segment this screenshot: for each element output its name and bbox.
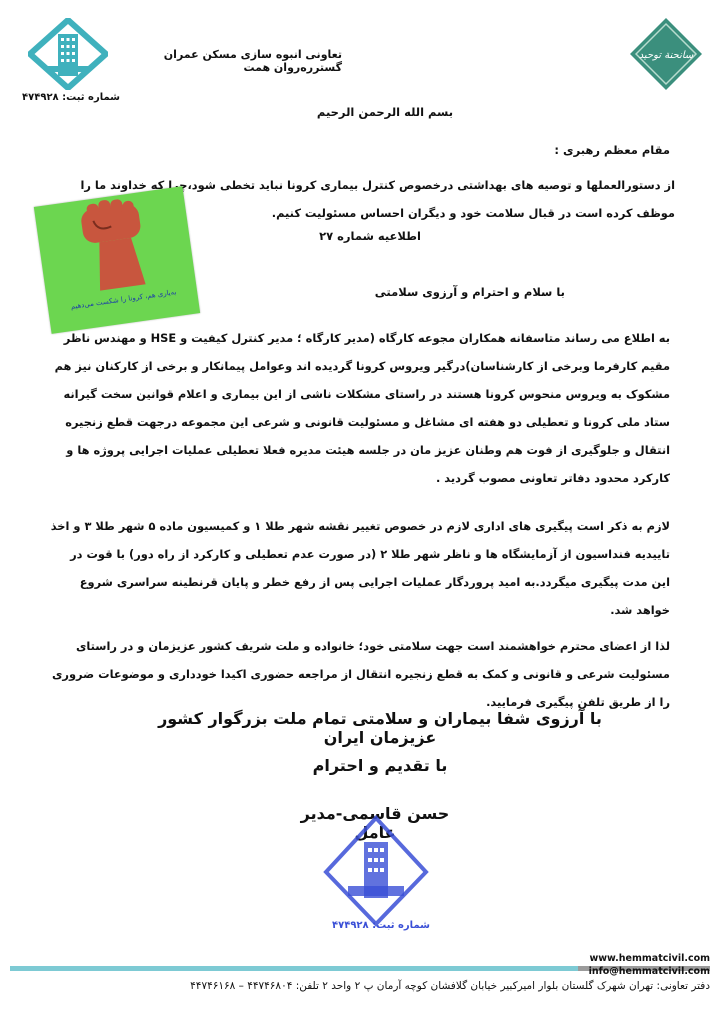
poster-caption: به‌یاری هم، کرونا را شکست می‌دهیم: [70, 288, 177, 311]
footer-divider: [10, 966, 578, 971]
registration-number: شماره ثبت: ۴۷۴۹۲۸: [22, 92, 120, 103]
covid-poster: [34, 186, 200, 334]
body-paragraph-1: به اطلاع می رساند متاسفانه همکاران مجوعه کارگاه (مدیر کارگاه ؛ مدیر کنترل کیفیت و HSE و مهندس ناظر مقیم کارفرما وبرخی از کارشناسان)درگیر ویروس کرونا گردیده اند وعوامل پیمانکار و برخی از کارکنان نیز هم مشکوک به ویروس منحوس کرونا هستند در راستای مشکلات ناشی از این بیماری و اعلام قوانین سخت گیرانه ستاد ملی کرونا و تعطیلی دو هفته ای مشاغل و مسئولیت قانونی و شرعی این مجموعه درجهت قطع زنجیره انتقال و جلوگیری از فوت هم وطنان عزیز مان در جلسه هیئت مدیره فعلا تعطیلی عملیات اجرایی پروژه ها و کارکرد محدود دفاتر تعاونی مصوب گردید .: [54, 331, 670, 485]
footer-address: دفتر تعاونی: تهران شهرک گلستان بلوار امیرکبیر خیابان گلافشان کوچه آرمان پ ۲ واحد ۲ تلفن: ۴۴۷۴۶۸۰۴ – ۴۴۷۴۶۱۶۸: [190, 980, 710, 992]
body-paragraph-3: لذا از اعضای محترم خواهشمند است جهت سلامتی خود؛ خانواده و ملت شریف کشور عزیزمان و در راستای مسئولیت شرعی و قانونی و کمک به قطع زنجیره انتقال از مراجعه حضوری اکیدا خودداری و موضوعات ضروری را از طریق تلفن پیگیری فرمایید.: [51, 639, 670, 709]
company-name: تعاونی انبوه سازی مسکن عمران گسترره‌روان همت: [163, 48, 342, 74]
basmala: بسم الله الرحمن الرحیم: [316, 105, 454, 119]
greeting: با سلام و احترام و آرزوی سلامتی: [374, 285, 565, 299]
intro-paragraph: از دستورالعملها و توصیه های بهداشتی درخصوص کنترل بیماری کرونا نباید تخطی شود،چرا که خداوند ما را موظف کرده است در قبال سلامت خود و دیگران احساس مسئولیت کنیم.: [80, 178, 675, 220]
website-link[interactable]: www.hemmatcivil.com: [589, 953, 710, 964]
body-paragraph-2: لازم به ذکر است پیگیری های اداری لازم در خصوص تغییر نقشه شهر طلا ۱ و کمیسیون ماده ۵ شهر طلا ۳ و اخذ تاییدیه فنداسیون از آزمایشگاه ها و ناظر شهر طلا ۲ (در صورت عدم تعطیلی و کارکرد از راه دور) با قوت در این مدت پیگیری میگردد.به امید پروردگار عملیات اجرایی پس از رفع خطر و پایان قرنطینه سراسری شروع خواهد شد.: [50, 519, 670, 617]
wish-line: با آرزوی شفا بیماران و سلامتی تمام ملت بزرگوار کشور عزیزمان ایران: [158, 709, 602, 747]
email-link[interactable]: info@hemmatcivil.com: [588, 966, 710, 977]
company-logo-icon: [28, 18, 108, 90]
notice-title: اطلاعیه شماره ۲۷: [319, 229, 421, 243]
hamrah-logo-icon: [628, 16, 704, 92]
closing-regards: با تقدیم و احترام: [312, 756, 448, 775]
logo-text: سانحنة توحید: [638, 50, 694, 61]
addressee: مقام معظم رهبری :: [554, 143, 670, 157]
seal-registration-number: شماره ثبت: ۴۷۴۹۲۸: [332, 920, 430, 931]
signer-name: حسن قاسمی-مدیر عامل: [300, 804, 450, 842]
company-seal-icon: [318, 812, 433, 937]
